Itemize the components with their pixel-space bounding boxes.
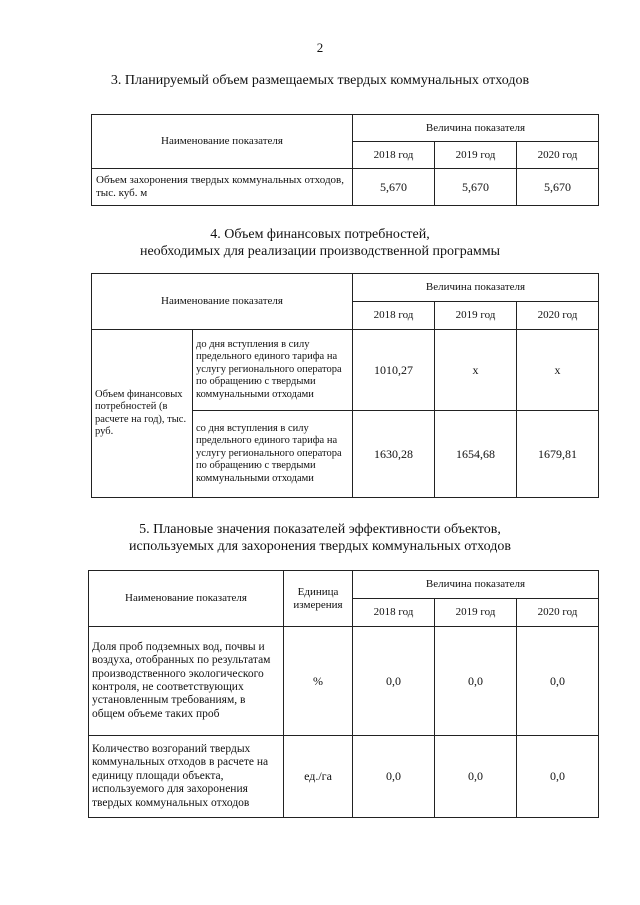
s4-year-2018: 2018 год	[353, 302, 435, 330]
s5-header-name: Наименование показателя	[89, 571, 284, 627]
s5-row1-label: Доля проб подземных вод, почвы и воздуха, отобранных по результатам производственного экологического контроля, не соответствующих установленным требованиям, в общем объеме таких проб	[89, 627, 284, 736]
s3-year-2020: 2020 год	[517, 142, 599, 169]
s5-year-2019: 2019 год	[435, 599, 517, 627]
s3-row-label: Объем захоронения твердых коммунальных отходов, тыс. куб. м	[92, 169, 353, 206]
s5-row1-value-2019: 0,0	[435, 627, 517, 736]
s5-year-2020: 2020 год	[517, 599, 599, 627]
s4-row2-value-2019: 1654,68	[435, 411, 517, 498]
section5-title-line1: 5. Плановые значения показателей эффективности объектов,	[139, 522, 501, 537]
s4-row1-value-2019: x	[435, 330, 517, 411]
section4-table	[91, 273, 599, 498]
s5-row1-unit: %	[284, 627, 353, 736]
s5-row2-value-2020: 0,0	[517, 736, 599, 818]
s4-row1-value-2020: x	[517, 330, 599, 411]
s4-header-value: Величина показателя	[353, 274, 599, 302]
section4-title-line2: необходимых для реализации производственной программы	[139, 244, 501, 259]
s4-header-name: Наименование показателя	[92, 274, 353, 330]
s4-group-label: Объем финансовых потребностей (в расчете на год), тыс. руб.	[92, 330, 193, 498]
s3-value-2019: 5,670	[435, 169, 517, 206]
page-number: 2	[316, 40, 324, 55]
s5-row1-value-2020: 0,0	[517, 627, 599, 736]
section5-title-line2: используемых для захоронения твердых коммунальных отходов	[129, 539, 511, 554]
s5-header-value: Величина показателя	[353, 571, 599, 599]
s4-row2-label: со дня вступления в силу предельного единого тарифа на услугу регионального оператора по обращению с твердыми коммунальными отходами	[193, 411, 353, 498]
s5-row1-value-2018: 0,0	[353, 627, 435, 736]
s3-value-2020: 5,670	[517, 169, 599, 206]
section5-table	[88, 570, 599, 818]
s3-value-2018: 5,670	[353, 169, 435, 206]
s4-row2-value-2020: 1679,81	[517, 411, 599, 498]
s5-row2-value-2019: 0,0	[435, 736, 517, 818]
s4-row1-label: до дня вступления в силу предельного единого тарифа на услугу регионального оператора по обращению с твердыми коммунальными отходами	[193, 330, 353, 411]
s5-row2-value-2018: 0,0	[353, 736, 435, 818]
s5-header-unit: Единица измерения	[284, 571, 353, 627]
s3-year-2018: 2018 год	[353, 142, 435, 169]
section4-title-line1: 4. Объем финансовых потребностей,	[210, 227, 430, 242]
s5-year-2018: 2018 год	[353, 599, 435, 627]
s5-row2-unit: ед./га	[284, 736, 353, 818]
s4-year-2019: 2019 год	[435, 302, 517, 330]
s5-row2-label: Количество возгораний твердых коммунальных отходов в расчете на единицу площади объекта, используемого для захоронения твердых коммунальных отходов	[89, 736, 284, 818]
s4-row2-value-2018: 1630,28	[353, 411, 435, 498]
section3-title: 3. Планируемый объем размещаемых твердых коммунальных отходов	[110, 73, 530, 88]
s4-year-2020: 2020 год	[517, 302, 599, 330]
s3-header-value: Величина показателя	[353, 115, 599, 142]
section3-table	[91, 114, 599, 206]
s3-header-name: Наименование показателя	[92, 115, 353, 169]
s4-row1-value-2018: 1010,27	[353, 330, 435, 411]
s3-year-2019: 2019 год	[435, 142, 517, 169]
